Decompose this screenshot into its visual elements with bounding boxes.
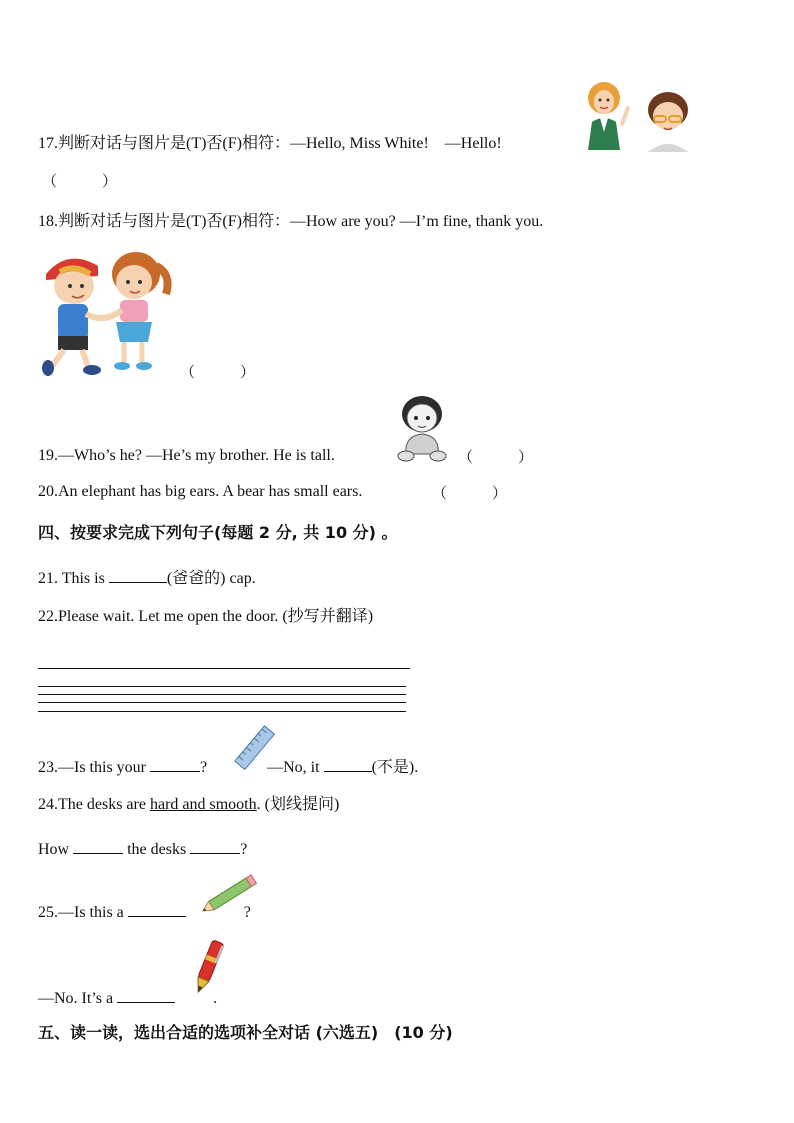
q19-answer-paren: （ ） xyxy=(458,450,534,466)
pencil-illustration xyxy=(198,872,262,916)
baby-illustration xyxy=(396,392,448,462)
two-kids-illustration xyxy=(38,244,173,378)
q25-blank-1[interactable] xyxy=(128,900,186,917)
q22-answer-line-3[interactable] xyxy=(38,694,406,695)
q17-answer-paren: （ ） xyxy=(42,174,118,190)
section5-heading: 五、读一读，选出合适的选项补全对话 (六选五) (10 分) xyxy=(38,1023,453,1042)
q22-answer-line-2[interactable] xyxy=(38,686,406,687)
q18-answer-paren: （ ） xyxy=(180,365,256,381)
q21-blank[interactable] xyxy=(109,566,167,583)
q22-answer-line-4[interactable] xyxy=(38,702,406,703)
q23-blank-2[interactable] xyxy=(324,755,372,772)
q23-mid2: —No, it xyxy=(267,759,324,776)
section4-heading: 四、按要求完成下列句子(每题 2 分, 共 10 分) 。 xyxy=(38,523,398,542)
q22-answer-line-5[interactable] xyxy=(38,711,406,712)
q24-prefix: 24.The desks are xyxy=(38,796,150,813)
ruler-illustration xyxy=(230,724,280,772)
q25-suffix: ? xyxy=(243,904,251,921)
q23-suffix: (不是). xyxy=(371,759,419,776)
q20-answer-paren: （ ） xyxy=(432,486,508,502)
q25-prefix: 25.—Is this a xyxy=(38,904,128,921)
q20-text: 20.An elephant has big ears. A bear has small ears. xyxy=(38,483,363,500)
q24-the-desks: the desks xyxy=(123,841,191,858)
q24-question-mark: ? xyxy=(240,841,248,858)
q23-blank-1[interactable] xyxy=(150,755,200,772)
q25-blank-2[interactable] xyxy=(117,986,175,1003)
q24-line-2 xyxy=(38,837,247,860)
q17-text: 17.判断对话与图片是(T)否(F)相符：—Hello, Miss White! —Hello! xyxy=(38,135,502,152)
q18-text: 18.判断对话与图片是(T)否(F)相符：—How are you? —I’m fine, thank you. xyxy=(38,213,544,230)
q24-blank-2[interactable] xyxy=(190,837,240,854)
q25-line2-suffix: . xyxy=(213,990,218,1007)
q22-text: 22.Please wait. Let me open the door. (抄写并翻译) xyxy=(38,608,374,625)
pen-illustration xyxy=(188,936,228,1000)
q21-suffix: (爸爸的) cap. xyxy=(166,570,256,587)
q24-line-1 xyxy=(38,795,339,815)
q24-underlined-part: hard and smooth xyxy=(149,796,257,813)
q21-prefix: 21. This is xyxy=(38,570,109,587)
q22-answer-line-1[interactable] xyxy=(38,668,410,669)
q24-suffix: . (划线提问) xyxy=(256,796,340,813)
q23-mid: ? xyxy=(200,759,208,776)
q24-how: How xyxy=(38,841,74,858)
q23-prefix: 23.—Is this your xyxy=(38,759,150,776)
q19-text: 19.—Who’s he? —He’s my brother. He is tall. xyxy=(38,447,335,464)
q25-line2-prefix: —No. It’s a xyxy=(38,990,118,1007)
teacher-and-boy-illustration xyxy=(584,80,696,152)
q23-line xyxy=(38,755,418,778)
q24-blank-1[interactable] xyxy=(73,837,123,854)
q21-line xyxy=(38,566,256,589)
